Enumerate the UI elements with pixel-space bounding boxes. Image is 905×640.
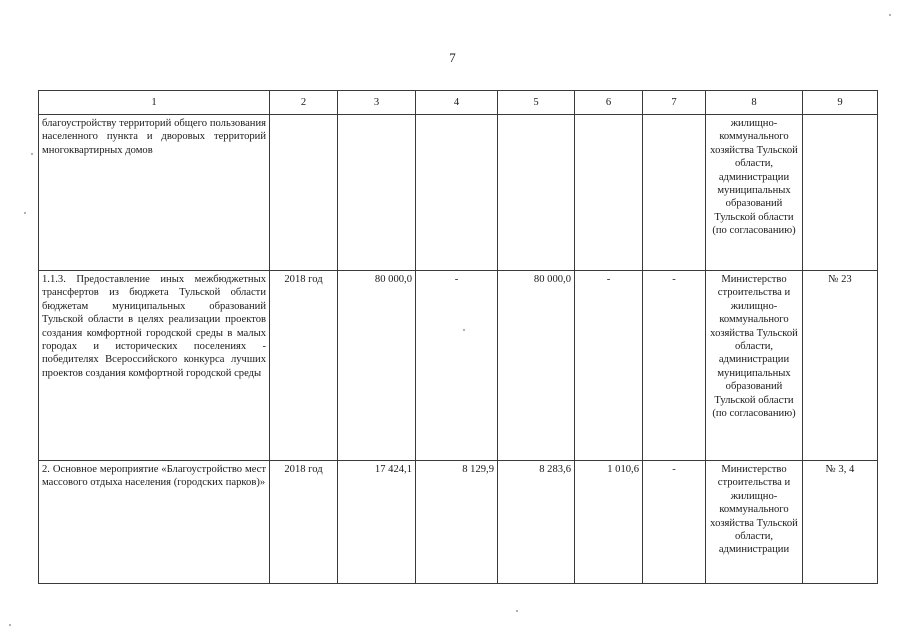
indicator-cell: № 3, 4 [803,461,878,584]
amount-cell: - [575,271,643,461]
activity-cell: благоустройству территорий общего пользования населенного пункта и дворовых территорий многоквартирных домов [39,115,270,271]
scan-speck [24,212,26,214]
amount-cell: 1 010,6 [575,461,643,584]
header-cell: 6 [575,91,643,115]
scan-speck [889,14,891,16]
amount-cell [338,115,416,271]
scan-speck [9,624,11,626]
executor-cell: жилищно-коммунального хозяйства Тульской области, администрации муниципальных образований Тульской области (по согласованию) [706,115,803,271]
header-row [39,91,878,115]
program-table [38,90,878,584]
amount-cell: - [643,271,706,461]
activity-cell: 1.1.3. Предоставление иных межбюджетных трансфертов из бюджета Тульской области бюджетам муниципальных образований Тульской области в целях реализации проектов создания комфортной городской среды в малых городах и исторических поселениях - победителях Всероссийского конкурса лучших проектов создания комфортной городской среды [39,271,270,461]
amount-cell [643,115,706,271]
amount-cell: - [643,461,706,584]
table-row [39,115,878,271]
header-cell: 4 [416,91,498,115]
scan-speck [463,329,465,331]
amount-cell: 8 129,9 [416,461,498,584]
period-cell: 2018 год [270,271,338,461]
header-cell: 9 [803,91,878,115]
header-cell: 3 [338,91,416,115]
amount-cell: 80 000,0 [338,271,416,461]
page-number: 7 [449,50,456,65]
amount-cell [498,115,575,271]
header-cell: 7 [643,91,706,115]
executor-cell: Министерство строительства и жилищно-коммунального хозяйства Тульской области, администрации [706,461,803,584]
scan-speck [31,153,33,155]
header-cell: 1 [39,91,270,115]
amount-cell: 8 283,6 [498,461,575,584]
header-cell: 2 [270,91,338,115]
table-row [39,271,878,461]
amount-cell: 17 424,1 [338,461,416,584]
header-cell: 5 [498,91,575,115]
amount-cell [416,115,498,271]
amount-cell: 80 000,0 [498,271,575,461]
scan-speck [516,610,518,612]
indicator-cell: № 23 [803,271,878,461]
period-cell: 2018 год [270,461,338,584]
period-cell [270,115,338,271]
amount-cell [575,115,643,271]
activity-cell: 2. Основное мероприятие «Благоустройство мест массового отдыха населения (городских парков)» [39,461,270,584]
indicator-cell [803,115,878,271]
executor-cell: Министерство строительства и жилищно-коммунального хозяйства Тульской области, администрации муниципальных образований Тульской области (по согласованию) [706,271,803,461]
amount-cell: - [416,271,498,461]
table-row [39,461,878,584]
header-cell: 8 [706,91,803,115]
